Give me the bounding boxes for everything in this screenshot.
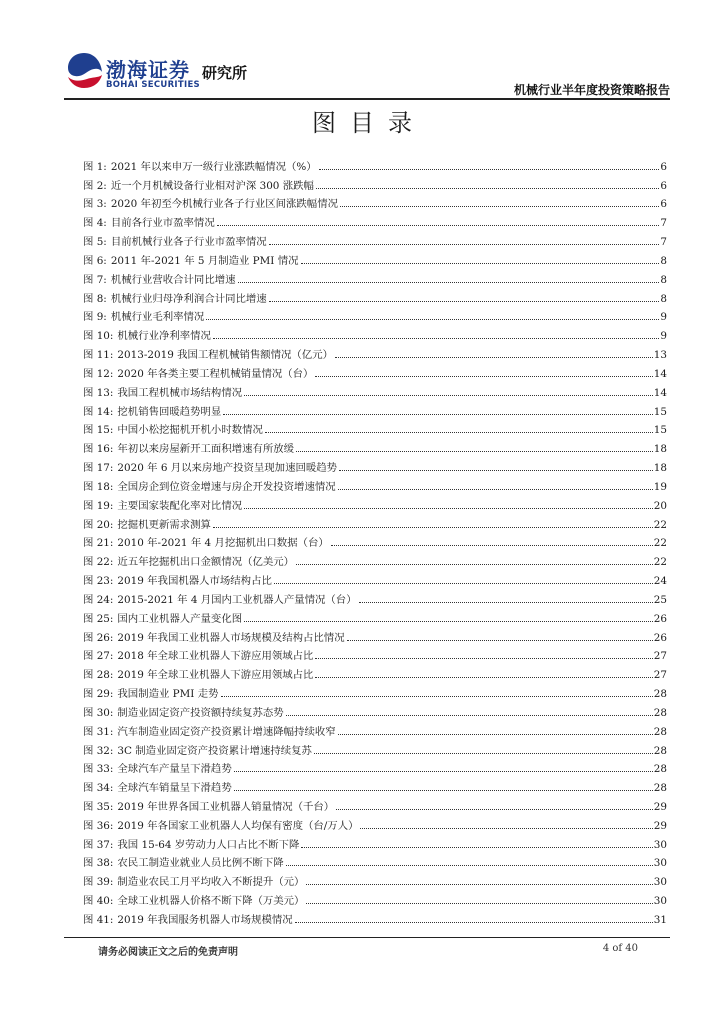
toc-entry-number: 图 37: xyxy=(83,838,114,851)
toc-entry[interactable] xyxy=(83,907,667,926)
toc-entry-page: 14 xyxy=(653,386,667,399)
toc-entry-number: 图 35: xyxy=(83,800,114,813)
toc-entry[interactable] xyxy=(83,323,667,342)
toc-entry-page: 22 xyxy=(653,537,667,550)
toc-entry-title: 2011 年-2021 年 5 月制造业 PMI 情况 xyxy=(110,254,299,267)
toc-leader-dots xyxy=(315,376,652,377)
header-divider xyxy=(64,98,670,100)
toc-entry-page: 28 xyxy=(653,688,667,701)
toc-leader-dots xyxy=(336,809,653,810)
toc-entry-page: 22 xyxy=(653,556,667,569)
toc-leader-dots xyxy=(269,244,660,245)
toc-entry-title: 年初以来房屋新开工面积增速有所放缓 xyxy=(117,443,295,456)
toc-leader-dots xyxy=(335,357,653,358)
toc-entry[interactable] xyxy=(83,474,667,493)
toc-leader-dots xyxy=(295,922,653,923)
toc-entry[interactable] xyxy=(83,606,667,625)
toc-entry[interactable] xyxy=(83,644,667,663)
toc-entry-page: 6 xyxy=(660,160,667,173)
toc-leader-dots xyxy=(286,715,653,716)
toc-entry[interactable] xyxy=(83,418,667,437)
toc-entry-title: 制造业固定资产投资额持续复苏态势 xyxy=(117,706,284,719)
toc-entry-number: 图 26: xyxy=(83,631,114,644)
toc-entry[interactable] xyxy=(83,813,667,832)
report-title: 机械行业半年度投资策略报告 xyxy=(513,83,670,97)
toc-entry-number: 图 6: xyxy=(83,254,107,267)
toc-entry[interactable] xyxy=(83,681,667,700)
toc-entry-title: 2019 年我国工业机器人市场规模及结构占比情况 xyxy=(117,631,345,644)
toc-entry-title: 目前各行业市盈率情况 xyxy=(110,217,215,230)
toc-entry-page: 8 xyxy=(660,254,667,267)
toc-leader-dots xyxy=(244,395,653,396)
toc-entry-number: 图 7: xyxy=(83,273,107,286)
toc-entry-title: 目前机械行业各子行业市盈率情况 xyxy=(110,236,267,249)
toc-entry[interactable] xyxy=(83,380,667,399)
toc-entry[interactable] xyxy=(83,832,667,851)
toc-entry-number: 图 36: xyxy=(83,819,114,832)
toc-entry[interactable] xyxy=(83,719,667,738)
toc-entry-number: 图 14: xyxy=(83,405,114,418)
toc-entry[interactable] xyxy=(83,625,667,644)
toc-leader-dots xyxy=(347,640,653,641)
toc-leader-dots xyxy=(286,865,653,866)
toc-entry-title: 2020 年 6 月以来房地产投资呈现加速回暖趋势 xyxy=(117,462,338,475)
toc-entry-number: 图 32: xyxy=(83,744,114,757)
toc-entry-title: 2018 年全球工业机器人下游应用领域占比 xyxy=(117,650,314,663)
toc-leader-dots xyxy=(296,564,653,565)
toc-leader-dots xyxy=(274,583,653,584)
toc-entry[interactable] xyxy=(83,436,667,455)
logo-company-name-en: BOHAI SECURITIES xyxy=(106,80,200,90)
toc-entry-page: 27 xyxy=(653,669,667,682)
toc-entry[interactable] xyxy=(83,869,667,888)
toc-entry[interactable] xyxy=(83,549,667,568)
toc-entry-number: 图 15: xyxy=(83,424,114,437)
toc-entry-page: 26 xyxy=(653,612,667,625)
toc-entry[interactable] xyxy=(83,229,667,248)
toc-entry-title: 我国工程机械市场结构情况 xyxy=(117,386,243,399)
toc-entry[interactable] xyxy=(83,305,667,324)
toc-entry-number: 图 18: xyxy=(83,480,114,493)
toc-leader-dots xyxy=(306,884,652,885)
toc-entry[interactable] xyxy=(83,455,667,474)
toc-entry-title: 全国房企到位资金增速与房企开发投资增速情况 xyxy=(117,480,336,493)
toc-entry-number: 图 25: xyxy=(83,612,114,625)
toc-entry-number: 图 11: xyxy=(83,349,114,362)
toc-entry[interactable] xyxy=(83,738,667,757)
toc-entry-title: 2020 年各类主要工程机械销量情况（台） xyxy=(117,367,314,380)
toc-leader-dots xyxy=(340,206,659,207)
toc-leader-dots xyxy=(234,771,653,772)
toc-entry-number: 图 34: xyxy=(83,782,114,795)
toc-entry-page: 29 xyxy=(653,800,667,813)
toc-entry-title: 2021 年以来申万一级行业涨跌幅情况（%） xyxy=(110,160,317,173)
toc-entry-number: 图 2: xyxy=(83,179,107,192)
toc-entry[interactable] xyxy=(83,342,667,361)
toc-entry-page: 7 xyxy=(660,217,667,230)
toc-leader-dots xyxy=(269,301,660,302)
toc-entry[interactable] xyxy=(83,210,667,229)
toc-leader-dots xyxy=(223,414,652,415)
toc-entry[interactable] xyxy=(83,587,667,606)
toc-entry-page: 28 xyxy=(653,706,667,719)
toc-entry-title: 2020 年初至今机械行业各子行业区间涨跌幅情况 xyxy=(110,198,338,211)
toc-entry-title: 国内工业机器人产量变化图 xyxy=(117,612,243,625)
toc-entry-number: 图 28: xyxy=(83,669,114,682)
toc-leader-dots xyxy=(315,677,652,678)
toc-entry-page: 9 xyxy=(660,330,667,343)
institute-label: 研究所 xyxy=(202,64,248,82)
toc-entry-page: 28 xyxy=(653,763,667,776)
toc-entry-title: 2015-2021 年 4 月国内工业机器人产量情况（台） xyxy=(117,593,357,606)
toc-entry-title: 2019 年全球工业机器人下游应用领域占比 xyxy=(117,669,314,682)
toc-entry-title: 我国制造业 PMI 走势 xyxy=(117,688,219,701)
toc-leader-dots xyxy=(316,188,659,189)
toc-entry-page: 25 xyxy=(653,593,667,606)
toc-entry-number: 图 29: xyxy=(83,688,114,701)
toc-entry[interactable] xyxy=(83,154,667,173)
toc-entry-title: 近一个月机械设备行业相对沪深 300 涨跌幅 xyxy=(110,179,314,192)
toc-entry-number: 图 1: xyxy=(83,160,107,173)
toc-entry-number: 图 39: xyxy=(83,876,114,889)
toc-entry[interactable] xyxy=(83,192,667,211)
toc-entry[interactable] xyxy=(83,286,667,305)
toc-leader-dots xyxy=(338,734,653,735)
toc-leader-dots xyxy=(359,602,653,603)
toc-entry-page: 30 xyxy=(653,895,667,908)
toc-leader-dots xyxy=(338,489,653,490)
toc-entry-title: 2019 年我国服务机器人市场规模情况 xyxy=(117,913,293,926)
toc-entry-title: 全球工业机器人价格不断下降（万美元） xyxy=(117,895,305,908)
toc-entry[interactable] xyxy=(83,794,667,813)
toc-entry[interactable] xyxy=(83,512,667,531)
toc-entry-title: 主要国家装配化率对比情况 xyxy=(117,499,243,512)
toc-entry-title: 近五年挖掘机出口金额情况（亿美元） xyxy=(117,556,295,569)
toc-entry-title: 机械行业营收合计同比增速 xyxy=(110,273,236,286)
toc-entry-number: 图 17: xyxy=(83,462,114,475)
toc-entry-title: 机械行业净利率情况 xyxy=(117,330,211,343)
toc-leader-dots xyxy=(217,225,660,226)
toc-entry-title: 2019 年我国机器人市场结构占比 xyxy=(117,575,272,588)
toc-entry-page: 14 xyxy=(653,367,667,380)
toc-leader-dots xyxy=(360,828,652,829)
bohai-logo-icon xyxy=(64,50,104,90)
toc-entry-number: 图 16: xyxy=(83,443,114,456)
toc-entry[interactable] xyxy=(83,361,667,380)
toc-entry-number: 图 8: xyxy=(83,292,107,305)
toc-entry-title: 机械行业毛利率情况 xyxy=(110,311,205,324)
toc-entry-number: 图 40: xyxy=(83,895,114,908)
toc-entry-page: 31 xyxy=(653,913,667,926)
toc-entry-number: 图 20: xyxy=(83,518,114,531)
toc-entry-title: 3C 制造业固定资产投资累计增速持续复苏 xyxy=(117,744,312,757)
logo-company-name: 渤海证券 xyxy=(106,58,190,82)
toc-leader-dots xyxy=(238,282,660,283)
toc-leader-dots xyxy=(339,470,653,471)
toc-entry-number: 图 4: xyxy=(83,217,107,230)
toc-entry-number: 图 24: xyxy=(83,593,114,606)
toc-entry-page: 30 xyxy=(653,857,667,870)
toc-leader-dots xyxy=(221,696,653,697)
toc-entry-page: 29 xyxy=(653,819,667,832)
toc-leader-dots xyxy=(315,658,652,659)
toc-entry-number: 图 23: xyxy=(83,575,114,588)
toc-entry-page: 24 xyxy=(653,575,667,588)
toc-entry[interactable] xyxy=(83,531,667,550)
toc-entry-title: 汽车制造业固定资产投资累计增速降幅持续收窄 xyxy=(117,725,336,738)
footer-divider xyxy=(64,937,670,938)
toc-entry-page: 15 xyxy=(653,424,667,437)
toc-entry-number: 图 38: xyxy=(83,857,114,870)
toc-entry-page: 7 xyxy=(660,236,667,249)
toc-entry-page: 8 xyxy=(660,273,667,286)
toc-entry-number: 图 12: xyxy=(83,367,114,380)
toc-entry-page: 28 xyxy=(653,744,667,757)
toc-leader-dots xyxy=(319,169,660,170)
toc-leader-dots xyxy=(244,508,653,509)
toc-leader-dots xyxy=(301,263,660,264)
toc-entry-title: 我国 15-64 岁劳动力人口占比不断下降 xyxy=(117,838,300,851)
toc-entry-page: 6 xyxy=(660,198,667,211)
toc-entry-number: 图 9: xyxy=(83,311,107,324)
toc-entry-page: 27 xyxy=(653,650,667,663)
toc-entry-number: 图 22: xyxy=(83,556,114,569)
toc-entry[interactable] xyxy=(83,173,667,192)
toc-entry-title: 挖掘机更新需求测算 xyxy=(117,518,211,531)
toc-entry-number: 图 3: xyxy=(83,198,107,211)
toc-leader-dots xyxy=(213,527,653,528)
toc-entry-title: 全球汽车销量呈下滑趋势 xyxy=(117,782,232,795)
page-number: 4 of 40 xyxy=(602,943,638,954)
toc-leader-dots xyxy=(331,545,653,546)
toc-leader-dots xyxy=(306,903,652,904)
toc-entry[interactable] xyxy=(83,568,667,587)
toc-entry-page: 6 xyxy=(660,179,667,192)
toc-entry-number: 图 10: xyxy=(83,330,114,343)
toc-leader-dots xyxy=(296,451,653,452)
toc-entry-title: 2013-2019 我国工程机械销售额情况（亿元） xyxy=(117,349,333,362)
toc-entry-page: 28 xyxy=(653,782,667,795)
toc-entry[interactable] xyxy=(83,851,667,870)
toc-entry-page: 26 xyxy=(653,631,667,644)
toc-entry-page: 28 xyxy=(653,725,667,738)
toc-entry-page: 22 xyxy=(653,518,667,531)
toc-entry-page: 9 xyxy=(660,311,667,324)
toc-entry-title: 中国小松挖掘机开机小时数情况 xyxy=(117,424,263,437)
toc-entry-title: 制造业农民工月平均收入不断提升（元） xyxy=(117,876,305,889)
toc-entry-page: 15 xyxy=(653,405,667,418)
toc-entry-title: 2010 年-2021 年 4 月挖掘机出口数据（台） xyxy=(117,537,329,550)
toc-entry[interactable] xyxy=(83,700,667,719)
toc-leader-dots xyxy=(234,790,653,791)
toc-entry-number: 图 27: xyxy=(83,650,114,663)
toc-leader-dots xyxy=(244,621,653,622)
toc-entry-page: 30 xyxy=(653,876,667,889)
footer-disclaimer: 请务必阅读正文之后的免责声明 xyxy=(98,947,238,958)
toc-entry-number: 图 19: xyxy=(83,499,114,512)
toc-entry-title: 2019 年各国家工业机器人人均保有密度（台/万人） xyxy=(117,819,359,832)
toc-entry-number: 图 5: xyxy=(83,236,107,249)
toc-entry-number: 图 13: xyxy=(83,386,114,399)
toc-entry-number: 图 30: xyxy=(83,706,114,719)
toc-leader-dots xyxy=(213,338,659,339)
toc-entry-page: 30 xyxy=(653,838,667,851)
toc-leader-dots xyxy=(301,847,652,848)
toc-entry-title: 机械行业归母净利润合计同比增速 xyxy=(110,292,267,305)
page-title: 图目录 xyxy=(312,109,426,137)
toc-entry-title: 全球汽车产量呈下滑趋势 xyxy=(117,763,232,776)
toc-leader-dots xyxy=(206,319,659,320)
toc-entry-page: 13 xyxy=(653,349,667,362)
toc-entry[interactable] xyxy=(83,757,667,776)
toc-entry[interactable] xyxy=(83,493,667,512)
toc-entry-page: 18 xyxy=(653,443,667,456)
toc-entry-title: 2019 年世界各国工业机器人销量情况（千台） xyxy=(117,800,335,813)
toc-entry[interactable] xyxy=(83,662,667,681)
toc-entry-page: 8 xyxy=(660,292,667,305)
toc-entry-title: 农民工制造业就业人员比例不断下降 xyxy=(117,857,284,870)
toc-entry-title: 挖机销售回暖趋势明显 xyxy=(117,405,222,418)
toc-entry[interactable] xyxy=(83,888,667,907)
toc-entry[interactable] xyxy=(83,399,667,418)
toc-entry-number: 图 21: xyxy=(83,537,114,550)
toc-entry[interactable] xyxy=(83,775,667,794)
figure-list xyxy=(83,154,667,926)
page-header xyxy=(64,50,670,98)
toc-entry-page: 19 xyxy=(653,480,667,493)
toc-entry[interactable] xyxy=(83,248,667,267)
toc-entry-number: 图 41: xyxy=(83,913,114,926)
toc-entry-page: 18 xyxy=(653,462,667,475)
toc-entry-number: 图 33: xyxy=(83,763,114,776)
toc-entry-page: 20 xyxy=(653,499,667,512)
toc-leader-dots xyxy=(265,432,653,433)
toc-entry[interactable] xyxy=(83,267,667,286)
toc-entry-number: 图 31: xyxy=(83,725,114,738)
toc-leader-dots xyxy=(314,753,653,754)
